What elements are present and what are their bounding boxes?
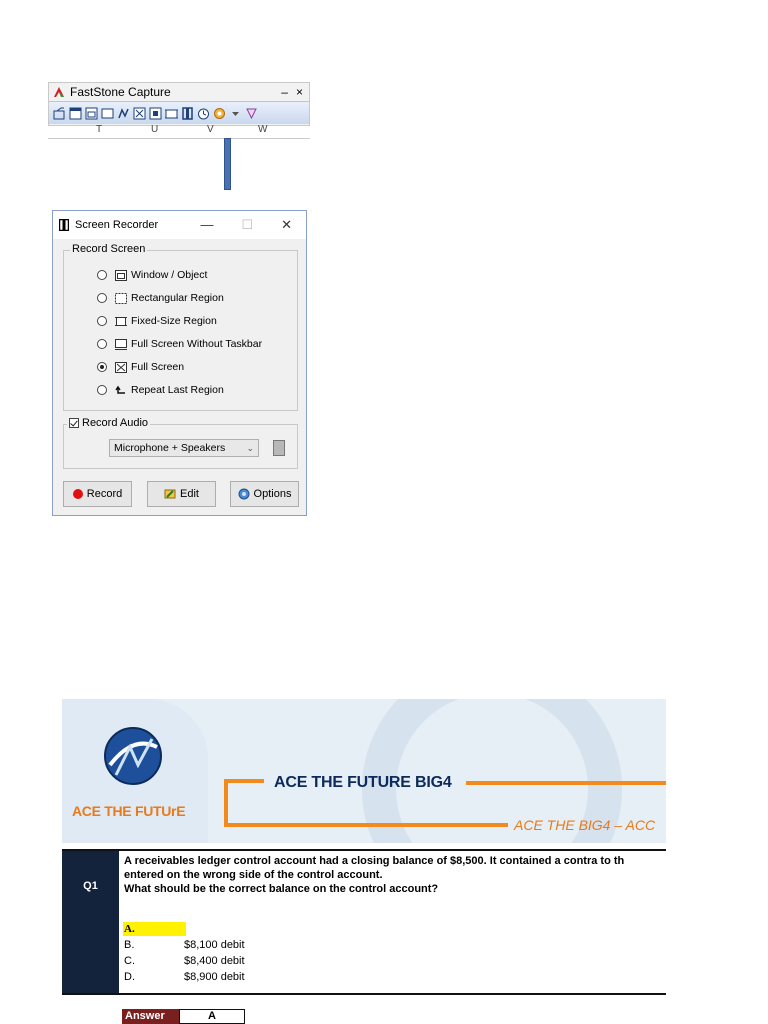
recorder-film-icon — [59, 219, 69, 231]
recorder-maximize-button: ☐ — [241, 217, 254, 232]
window-object-icon — [115, 270, 127, 281]
option-full-screen[interactable] — [97, 361, 184, 373]
recorder-title: Screen Recorder — [75, 219, 159, 231]
column-header: V — [207, 124, 214, 135]
audio-source-value: Microphone + Speakers — [114, 442, 226, 454]
option-full-screen-without-taskbar[interactable] — [97, 338, 262, 350]
choice-letter: A. — [124, 923, 135, 935]
connector-arrow — [224, 138, 231, 190]
radio-window-object[interactable] — [97, 270, 107, 280]
faststone-capture-toolbar — [48, 82, 310, 126]
option-label: Full Screen Without Taskbar — [131, 338, 263, 350]
capture-freehand-icon[interactable] — [117, 107, 130, 120]
question-number: Q1 — [62, 851, 119, 993]
column-header: W — [258, 124, 268, 135]
radio-repeat-last-region[interactable] — [97, 385, 107, 395]
logo-text: ACE THE FUTUrE — [72, 803, 186, 819]
option-rectangular-region[interactable] — [97, 292, 224, 304]
faststone-minimize-button[interactable]: – — [281, 85, 288, 99]
edit-button[interactable] — [147, 481, 216, 507]
radio-rectangular-region[interactable] — [97, 293, 107, 303]
option-label: Window / Object — [131, 269, 208, 281]
faststone-title: FastStone Capture — [70, 85, 171, 99]
option-repeat-last-region[interactable] — [97, 384, 224, 396]
ace-globe-logo-icon — [102, 725, 164, 787]
choice-letter: B. — [124, 939, 135, 951]
record-screen-label: Record Screen — [72, 243, 146, 255]
faststone-menu-icon[interactable] — [245, 107, 258, 120]
option-label: Repeat Last Region — [131, 384, 224, 396]
audio-source-dropdown[interactable] — [109, 439, 259, 457]
capture-rectangle-icon[interactable] — [101, 107, 114, 120]
screen-recorder-icon[interactable] — [181, 107, 194, 120]
option-label: Fixed-Size Region — [131, 315, 217, 327]
settings-dropdown-icon[interactable] — [229, 107, 242, 120]
recorder-close-button[interactable]: ✕ — [281, 217, 292, 232]
answer-value: A — [179, 1009, 245, 1024]
open-icon[interactable] — [53, 107, 66, 120]
chevron-down-icon: ⌄ — [246, 442, 254, 453]
faststone-close-button[interactable]: × — [295, 85, 303, 99]
choice-letter: C. — [124, 955, 135, 967]
choice-value: $8,100 debit — [184, 939, 245, 951]
full-screen-without-taskbar-icon — [115, 339, 127, 350]
column-header: U — [151, 124, 159, 135]
screen-recorder-dialog — [52, 210, 307, 516]
recorder-titlebar — [53, 211, 306, 239]
gear-icon — [238, 488, 250, 500]
column-header: T — [96, 124, 103, 135]
output-settings-icon[interactable] — [213, 107, 226, 120]
radio-full-screen-without-taskbar[interactable] — [97, 339, 107, 349]
full-screen-icon — [115, 362, 127, 373]
capture-fullscreen-icon[interactable] — [133, 107, 146, 120]
delay-timer-icon[interactable] — [197, 107, 210, 120]
option-window-object[interactable] — [97, 269, 207, 281]
banner-title: ACE THE FUTURE BIG4 — [274, 774, 452, 791]
faststone-logo-icon — [53, 86, 65, 98]
record-audio-checkbox[interactable] — [69, 418, 79, 428]
question-block — [62, 849, 666, 995]
recorder-minimize-button[interactable]: — — [200, 217, 214, 232]
orange-bar — [224, 823, 508, 827]
radio-fixed-size-region[interactable] — [97, 316, 107, 326]
radio-full-screen[interactable] — [97, 362, 107, 372]
ace-the-future-banner — [62, 699, 666, 843]
record-audio-option[interactable] — [67, 417, 150, 429]
record-audio-label: Record Audio — [82, 417, 149, 429]
choice-value: $8,900 debit — [184, 971, 245, 983]
fixed-size-region-icon — [115, 316, 127, 327]
spreadsheet-column-headers — [48, 126, 310, 139]
repeat-arrow-icon — [115, 385, 127, 396]
capture-scrolling-icon[interactable] — [149, 107, 162, 120]
record-button-label: Record — [86, 488, 123, 500]
choice-letter: D. — [124, 971, 135, 983]
answer-box — [122, 1009, 245, 1024]
capture-tools-row — [49, 101, 309, 124]
orange-bar — [466, 781, 666, 785]
record-button[interactable] — [63, 481, 132, 507]
option-fixed-size-region[interactable] — [97, 315, 217, 327]
capture-window-icon[interactable] — [69, 107, 82, 120]
orange-bar — [224, 779, 228, 827]
faststone-titlebar — [49, 83, 309, 101]
question-line: What should be the correct balance on the control account? — [124, 883, 439, 895]
question-text — [124, 854, 666, 896]
answer-label: Answer — [122, 1009, 179, 1024]
edit-icon — [164, 488, 176, 500]
question-line: A receivables ledger control account had a closing balance of $8,500. It contained a contra to th — [124, 855, 625, 867]
audio-settings-icon[interactable] — [273, 440, 285, 456]
question-line: entered on the wrong side of the control account. — [124, 869, 383, 881]
edit-button-label: Edit — [180, 488, 199, 500]
choice-value: $8,400 debit — [184, 955, 245, 967]
rectangular-region-icon — [115, 293, 127, 304]
options-button[interactable] — [230, 481, 299, 507]
capture-fixed-region-icon[interactable] — [165, 107, 178, 120]
banner-subtitle: ACE THE BIG4 – ACC — [514, 817, 656, 833]
orange-bar — [224, 779, 264, 783]
option-label: Full Screen — [131, 361, 185, 373]
options-button-label: Options — [253, 488, 292, 500]
record-dot-icon — [73, 489, 83, 499]
option-label: Rectangular Region — [131, 292, 224, 304]
capture-object-icon[interactable] — [85, 107, 98, 120]
